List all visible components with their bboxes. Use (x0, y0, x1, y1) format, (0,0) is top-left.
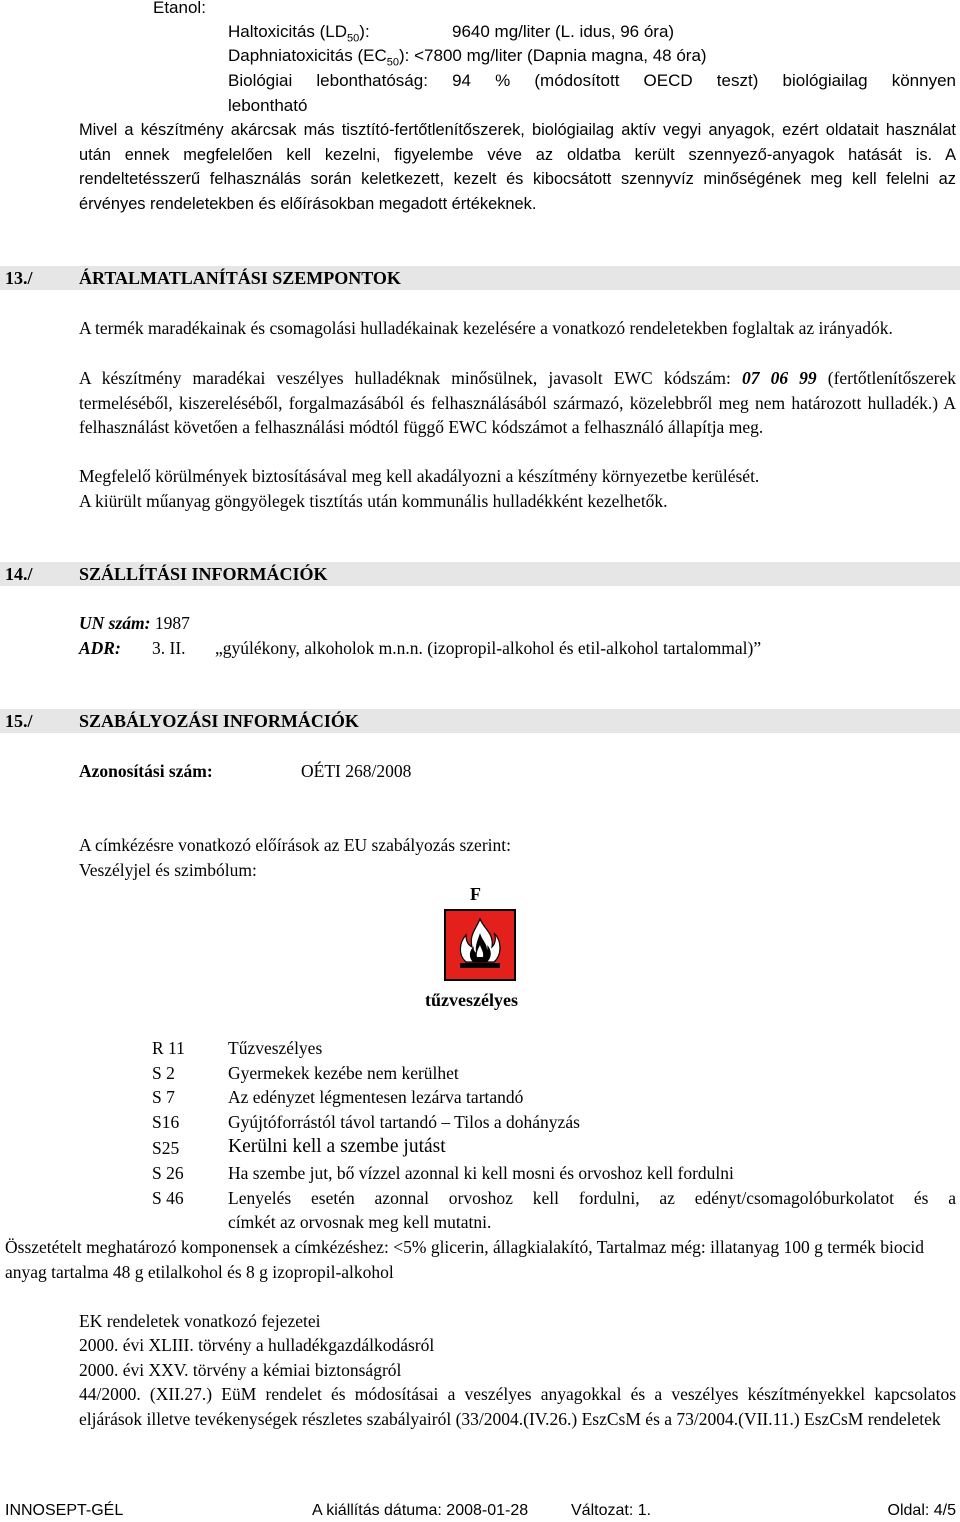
biodegradability-line: Biológiai lebonthatóság: 94 % (módosított OECD teszt) biológiailag könnyen (228, 71, 956, 90)
fish-toxicity-label: Haltoxicitás $(LD_{50})$: (228, 22, 370, 45)
symbol-heading: Veszélyjel és szimbólum: (79, 860, 257, 880)
hazard-caption: tűzveszélyes (425, 990, 518, 1010)
wastewater-paragraph: Mivel a készítmény akárcsak más tisztító-fertőtlenítőszerek, biológiailag aktív vegyi anyagok, ezért oldatait használat után ennek megfelelően kell kezelni, figyelembe véve az oldatba került szennyező-anyagok hatását is. A rendeltetésszerű felhasználás során keletkezett, kezelt és kibocsátott szennyvíz minőségének meg kell felelni az érvényes rendeletekben és előírásokban megadott értékeknek. (79, 121, 956, 213)
hazard-letter: F (470, 884, 481, 904)
regulation-item: 2000. évi XXV. törvény a kémiai biztonságról (79, 1360, 402, 1380)
footer-version: Változat: 1. (571, 1502, 652, 1519)
section-number: 13./ (5, 268, 33, 288)
phrase-text: Gyermekek kezébe nem kerülhet (228, 1063, 459, 1083)
footer-issue-date: A kiállítás dátuma: 2008-01-28 (312, 1502, 529, 1519)
section-number: 15./ (5, 711, 33, 731)
phrase-text: Kerülni kell a szembe jutást (228, 1136, 446, 1157)
phrase-text: Ha szembe jut, bő vízzel azonnal ki kell mosni és orvoshoz kell fordulni (228, 1163, 734, 1183)
regulation-item: 2000. évi XLIII. törvény a hulladékgazdálkodásról (79, 1335, 435, 1355)
adr-description: „gyúlékony, alkoholok m.n.n. (izopropil-alkohol és etil-alkohol tartalommal)” (215, 638, 762, 658)
adr-class: 3. II. (152, 638, 186, 658)
section-title: SZABÁLYOZÁSI INFORMÁCIÓK (79, 711, 359, 731)
phrase-code: R 11 (152, 1038, 185, 1058)
phrase-text: Lenyelés esetén azonnal orvoshoz kell fordulni, az edényt/csomagolóburkolatot és a (228, 1188, 956, 1208)
substance-label: Etanol: (153, 0, 206, 17)
section-14-header (0, 562, 960, 586)
ewc-code: 07 06 99 (741, 368, 817, 388)
disposal-paragraph-4: A kiürült műanyag göngyölegek tisztítás után kommunális hulladékként kezelhetők. (79, 491, 668, 511)
footer-page: Oldal: 4/5 (887, 1502, 956, 1519)
phrase-code: S 46 (152, 1188, 184, 1208)
un-number-value: 1987 (154, 613, 190, 633)
phrase-code: S 7 (152, 1087, 175, 1107)
section-13-header (0, 266, 960, 290)
phrase-text: Gyújtóforrástól távol tartandó – Tilos a dohányzás (228, 1112, 580, 1132)
disposal-paragraph-1: A termék maradékainak és csomagolási hulladékainak kezelésére a vonatkozó rendeletekben foglaltak az irányadók. (79, 318, 893, 338)
adr-label: ADR: (79, 638, 121, 658)
phrase-code: S16 (152, 1112, 180, 1132)
disposal-paragraph-3: Megfelelő körülmények biztosításával meg kell akadályozni a készítmény környezetbe kerülését. (79, 466, 760, 486)
section-title: ÁRTALMATLANÍTÁSI SZEMPONTOK (79, 268, 401, 288)
regulation-item-long: 44/2000. (XII.27.) EüM rendelet és módosításai a veszélyes anyagokkal és a veszélyes készítményekkel kapcsolatos eljárások illetve tevékenységek részletes szabályairól (33/2004.(IV.26.) EszCsM és a 73/2004.(VII.11.) EszCsM rendeletek (79, 1384, 956, 1429)
daphnia-toxicity: Daphniatoxicitás $(EC_{50})$: <7800 mg/liter (Dapnia magna, 48 óra) (228, 46, 707, 69)
footer-product: INNOSEPT-GÉL (5, 1502, 124, 1519)
regulations-heading: EK rendeletek vonatkozó fejezetei (79, 1311, 321, 1331)
section-title: SZÁLLÍTÁSI INFORMÁCIÓK (79, 564, 328, 584)
section-15-header (0, 709, 960, 733)
un-number-row (79, 611, 190, 636)
labelling-rules: A címkézésre vonatkozó előírások az EU szabályozás szerint: (79, 835, 511, 855)
section-number: 14./ (5, 564, 33, 584)
fish-toxicity-value: 9640 mg/liter (L. idus, 96 óra) (452, 22, 675, 41)
phrase-code: S 26 (152, 1163, 184, 1183)
phrase-code: S 2 (152, 1063, 175, 1083)
un-number-label: UN szám: (79, 613, 151, 633)
phrase-text-continued: címkét az orvosnak meg kell mutatni. (228, 1212, 492, 1232)
phrase-code: S25 (152, 1138, 180, 1158)
identification-label: Azonosítási szám: (79, 761, 213, 781)
biodegradability-line-2: lebontható (228, 96, 308, 115)
composition-paragraph: Összetételt meghatározó komponensek a címkézéshez: <5% glicerin, állagkialakító, Tartalmaz még: illatanyag 100 g termék biocid anyag tartalma 48 g etilalkohol és 8 g izopropil-alkohol (5, 1237, 924, 1282)
phrase-text: Tűzveszélyes (228, 1038, 323, 1058)
flame-hazard-icon (444, 909, 516, 981)
disposal-paragraph-2: A készítmény maradékai veszélyes hulladéknak minősülnek, javasolt EWC kódszám: 07 06 99 (fertőtlenítőszerek termeléséből, kiszereléséből, forgalmazásából és felhasználásából származó, közelebbről meg nem határozott hulladék.) A felhasználást követően a felhasználási módtól függő EWC kódszámot a felhasználó állapítja meg. (79, 368, 957, 437)
identification-value: OÉTI 268/2008 (301, 761, 412, 781)
phrase-text: Az edényzet légmentesen lezárva tartandó (228, 1087, 524, 1107)
